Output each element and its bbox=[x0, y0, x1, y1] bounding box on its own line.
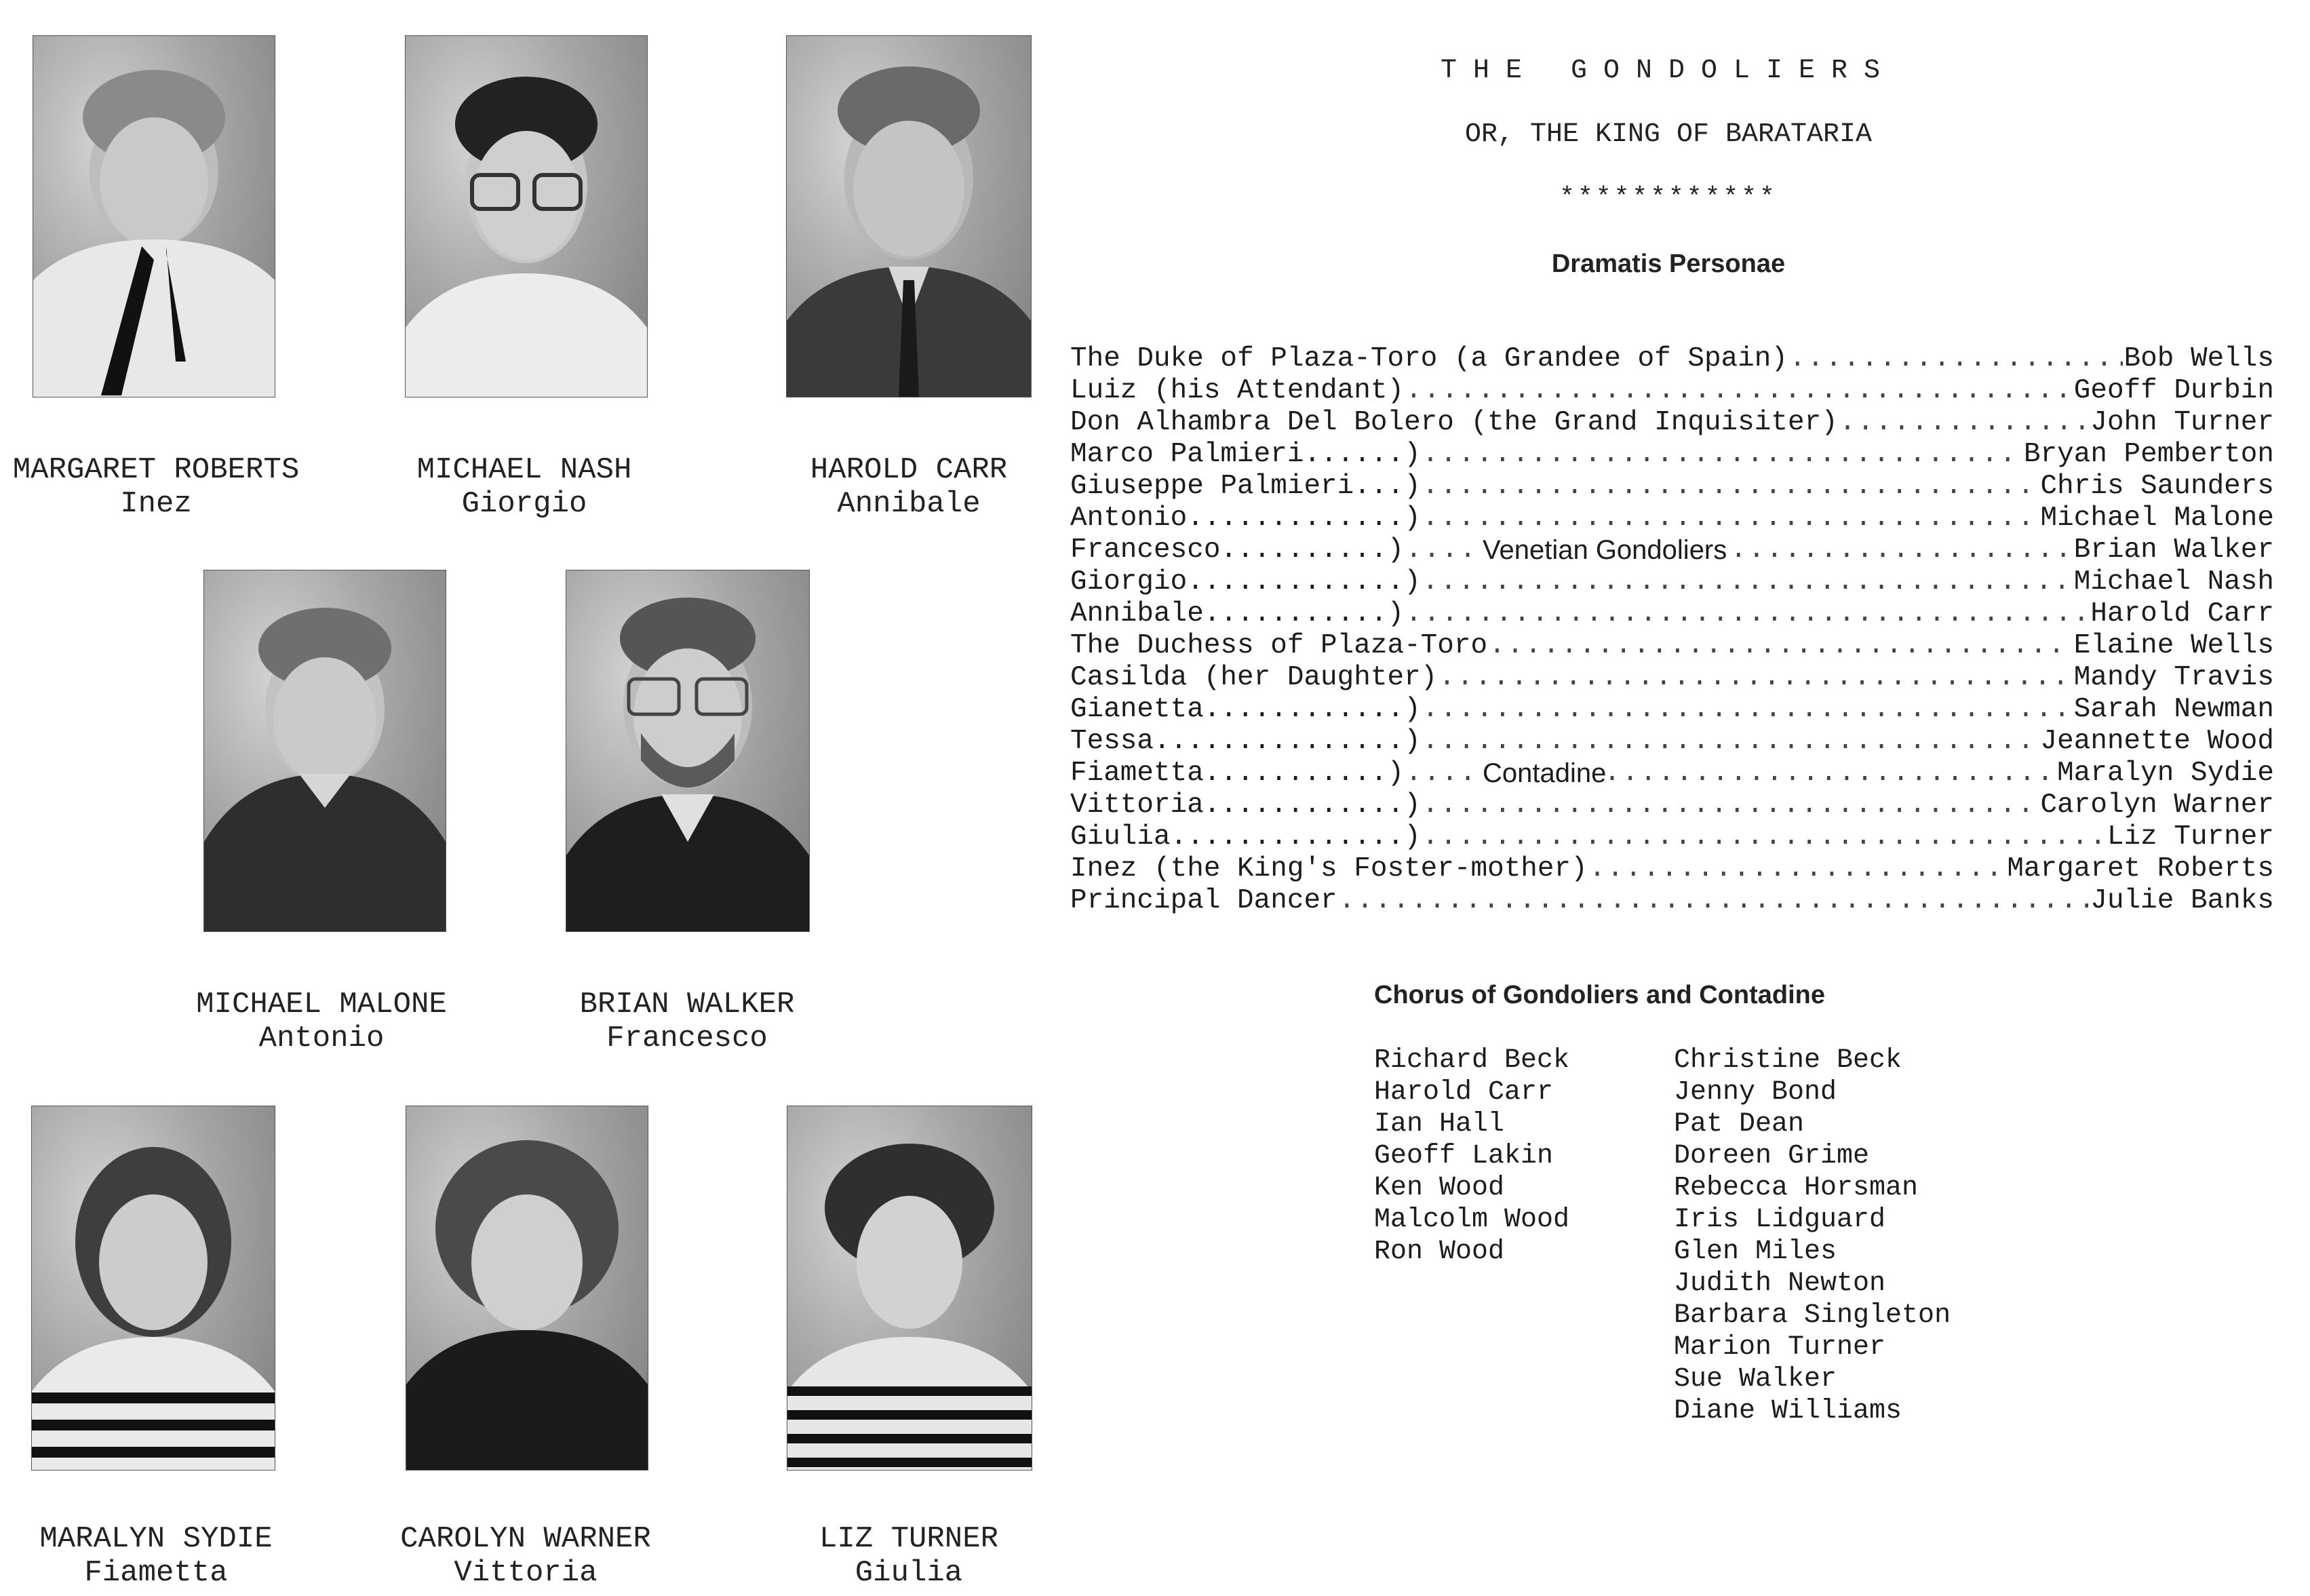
actor-name: MARGARET ROBERTS bbox=[12, 453, 300, 487]
performer-name: Michael Nash bbox=[2073, 566, 2274, 598]
character-name: Giuseppe Palmieri...) bbox=[1070, 471, 1421, 502]
character-name: Annibale bbox=[837, 487, 981, 521]
leader-dots bbox=[1422, 566, 2073, 598]
performer-name: Bob Wells bbox=[2123, 343, 2274, 374]
actor-name: CAROLYN WARNER bbox=[400, 1522, 651, 1556]
voice-group-label: Contadine bbox=[1480, 758, 1609, 790]
character-name: The Duke of Plaza-Toro (a Grandee of Spain) bbox=[1070, 343, 1788, 374]
character-name: Annibale...........) bbox=[1070, 598, 1405, 629]
character-name: Francesco..........) bbox=[1070, 534, 1405, 566]
leader-dots bbox=[1422, 471, 2039, 503]
performer-name: Sarah Newman bbox=[2073, 694, 2274, 725]
leader-dots bbox=[1422, 694, 2073, 726]
character-name: The Duchess of Plaza-Toro bbox=[1070, 630, 1488, 661]
leader-dots bbox=[1405, 375, 2073, 407]
character-name: Francesco bbox=[606, 1021, 768, 1055]
character-name: Gianetta............) bbox=[1070, 694, 1421, 725]
leader-dots bbox=[1339, 885, 2090, 917]
actor-name: BRIAN WALKER bbox=[579, 988, 795, 1021]
photo-caption bbox=[0, 1522, 346, 1590]
character-name: Inez bbox=[120, 487, 192, 521]
cast-row bbox=[1070, 694, 2274, 726]
character-name: Antonio.............) bbox=[1070, 503, 1421, 534]
performer-name: Jeannette Wood bbox=[2040, 726, 2274, 757]
cast-row bbox=[1070, 503, 2274, 534]
cast-row bbox=[1070, 471, 2274, 503]
performer-name: Elaine Wells bbox=[2073, 630, 2274, 661]
chorus-member: Pat Dean bbox=[1674, 1109, 1805, 1140]
portrait-photo bbox=[566, 570, 810, 932]
chorus-member: Ian Hall bbox=[1374, 1109, 1505, 1140]
character-name: Giulia bbox=[855, 1556, 963, 1590]
chorus-member: Doreen Grime bbox=[1674, 1141, 1870, 1171]
portrait-silhouette bbox=[787, 1106, 1032, 1470]
voice-group-label: Venetian Gondoliers bbox=[1480, 534, 1729, 566]
portrait-silhouette bbox=[204, 570, 446, 931]
leader-dots bbox=[1839, 407, 2090, 439]
actor-name: HAROLD CARR bbox=[810, 453, 1008, 487]
leader-dots bbox=[1422, 790, 2039, 821]
character-name: Luiz (his Attendant) bbox=[1070, 375, 1405, 406]
cast-list bbox=[1070, 343, 2274, 917]
photo-caption bbox=[0, 453, 346, 521]
program-title: THE GONDOLIERS bbox=[1440, 56, 1897, 86]
portrait-photo bbox=[33, 35, 275, 397]
chorus-member: Diane Williams bbox=[1674, 1396, 1902, 1426]
section-heading: Dramatis Personae bbox=[1551, 250, 1786, 278]
chorus-member: Iris Lidguard bbox=[1674, 1205, 1886, 1235]
character-name: Inez (the King's Foster-mother) bbox=[1070, 853, 1588, 884]
chorus-member: Jenny Bond bbox=[1674, 1077, 1837, 1108]
performer-name: Michael Malone bbox=[2040, 503, 2274, 534]
portrait-silhouette bbox=[406, 1106, 648, 1470]
cast-row bbox=[1070, 758, 2274, 790]
cast-row bbox=[1070, 439, 2274, 471]
cast-row bbox=[1070, 853, 2274, 885]
portrait-photo bbox=[203, 570, 446, 932]
asterisk-divider: ************ bbox=[1559, 183, 1778, 212]
chorus-member: Glen Miles bbox=[1674, 1237, 1837, 1267]
leader-dots bbox=[1405, 598, 2089, 630]
character-name: Giulia..............) bbox=[1070, 821, 1421, 853]
character-name: Giorgio bbox=[461, 487, 587, 521]
character-name: Don Alhambra Del Bolero (the Grand Inquisiter) bbox=[1070, 407, 1838, 438]
performer-name: John Turner bbox=[2090, 407, 2274, 438]
photo-caption bbox=[336, 1522, 716, 1590]
leader-dots bbox=[1422, 821, 2106, 853]
photo-caption bbox=[497, 988, 877, 1055]
cast-row bbox=[1070, 598, 2274, 630]
chorus-member: Geoff Lakin bbox=[1374, 1141, 1554, 1171]
program-subtitle: OR, THE KING OF BARATARIA bbox=[1464, 119, 1873, 150]
character-name: Giorgio.............) bbox=[1070, 566, 1421, 598]
cast-row bbox=[1070, 821, 2274, 853]
character-name: Principal Dancer bbox=[1070, 885, 1337, 916]
actor-name: MARALYN SYDIE bbox=[39, 1522, 273, 1556]
cast-row bbox=[1070, 726, 2274, 758]
chorus-member: Christine Beck bbox=[1674, 1045, 1902, 1076]
performer-name: Bryan Pemberton bbox=[2023, 439, 2274, 470]
actor-name: LIZ TURNER bbox=[819, 1522, 999, 1556]
performer-name: Maralyn Sydie bbox=[2057, 758, 2274, 789]
chorus-member: Rebecca Horsman bbox=[1674, 1173, 1919, 1203]
actor-name: MICHAEL NASH bbox=[416, 453, 632, 487]
chorus-women-column bbox=[1674, 1045, 1951, 1427]
cast-row bbox=[1070, 885, 2274, 917]
cast-row bbox=[1070, 790, 2274, 821]
photo-caption bbox=[719, 1522, 1099, 1590]
character-name: Fiametta...........) bbox=[1070, 758, 1405, 789]
leader-dots bbox=[1789, 343, 2123, 375]
chorus-member: Barbara Singleton bbox=[1674, 1300, 1951, 1331]
performer-name: Harold Carr bbox=[2090, 598, 2274, 629]
cast-row bbox=[1070, 534, 2274, 566]
cast-row bbox=[1070, 407, 2274, 439]
chorus-member: Ron Wood bbox=[1374, 1237, 1505, 1267]
cast-row bbox=[1070, 375, 2274, 407]
leader-dots bbox=[1438, 662, 2072, 694]
performer-name: Geoff Durbin bbox=[2073, 375, 2274, 406]
character-name: Casilda (her Daughter) bbox=[1070, 662, 1438, 693]
portrait-photo bbox=[405, 35, 648, 397]
chorus-member: Richard Beck bbox=[1374, 1045, 1570, 1076]
portrait-photo bbox=[787, 1106, 1032, 1471]
chorus-member: Marion Turner bbox=[1674, 1332, 1886, 1363]
leader-dots bbox=[1422, 439, 2022, 471]
portrait-silhouette bbox=[32, 1106, 275, 1470]
portrait-silhouette bbox=[33, 36, 275, 397]
chorus-member: Sue Walker bbox=[1674, 1364, 1837, 1395]
chorus-member: Harold Carr bbox=[1374, 1077, 1554, 1108]
chorus-member: Judith Newton bbox=[1674, 1268, 1886, 1299]
performer-name: Julie Banks bbox=[2090, 885, 2274, 916]
performer-name: Chris Saunders bbox=[2040, 471, 2274, 502]
portrait-silhouette bbox=[566, 570, 809, 931]
leader-dots bbox=[1422, 503, 2039, 534]
chorus-men-column bbox=[1374, 1045, 1569, 1268]
performer-name: Carolyn Warner bbox=[2040, 790, 2274, 821]
actor-name: MICHAEL MALONE bbox=[196, 988, 447, 1021]
character-name: Vittoria............) bbox=[1070, 790, 1421, 821]
portrait-photo bbox=[31, 1106, 275, 1471]
portrait-silhouette bbox=[787, 36, 1031, 397]
portrait-photo bbox=[786, 35, 1032, 397]
chorus-heading: Chorus of Gondoliers and Contadine bbox=[1374, 981, 1825, 1009]
photo-caption bbox=[132, 988, 511, 1055]
cast-row bbox=[1070, 343, 2274, 375]
character-name: Vittoria bbox=[454, 1556, 598, 1590]
portrait-silhouette bbox=[406, 36, 647, 397]
character-name: Fiametta bbox=[84, 1556, 228, 1590]
performer-name: Margaret Roberts bbox=[2007, 853, 2274, 884]
chorus-member: Ken Wood bbox=[1374, 1173, 1505, 1203]
leader-dots bbox=[1422, 726, 2039, 758]
performer-name: Liz Turner bbox=[2107, 821, 2274, 853]
chorus-member: Malcolm Wood bbox=[1374, 1205, 1570, 1235]
performer-name: Mandy Travis bbox=[2073, 662, 2274, 693]
photo-caption bbox=[334, 453, 714, 521]
cast-row bbox=[1070, 566, 2274, 598]
leader-dots bbox=[1589, 853, 2006, 885]
performer-name: Brian Walker bbox=[2073, 534, 2274, 566]
character-name: Antonio bbox=[258, 1021, 385, 1055]
portrait-photo bbox=[406, 1106, 648, 1471]
character-name: Marco Palmieri......) bbox=[1070, 439, 1421, 470]
leader-dots bbox=[1489, 630, 2073, 662]
cast-row bbox=[1070, 630, 2274, 662]
character-name: Tessa...............) bbox=[1070, 726, 1421, 757]
photo-caption bbox=[719, 453, 1099, 521]
cast-row bbox=[1070, 662, 2274, 694]
